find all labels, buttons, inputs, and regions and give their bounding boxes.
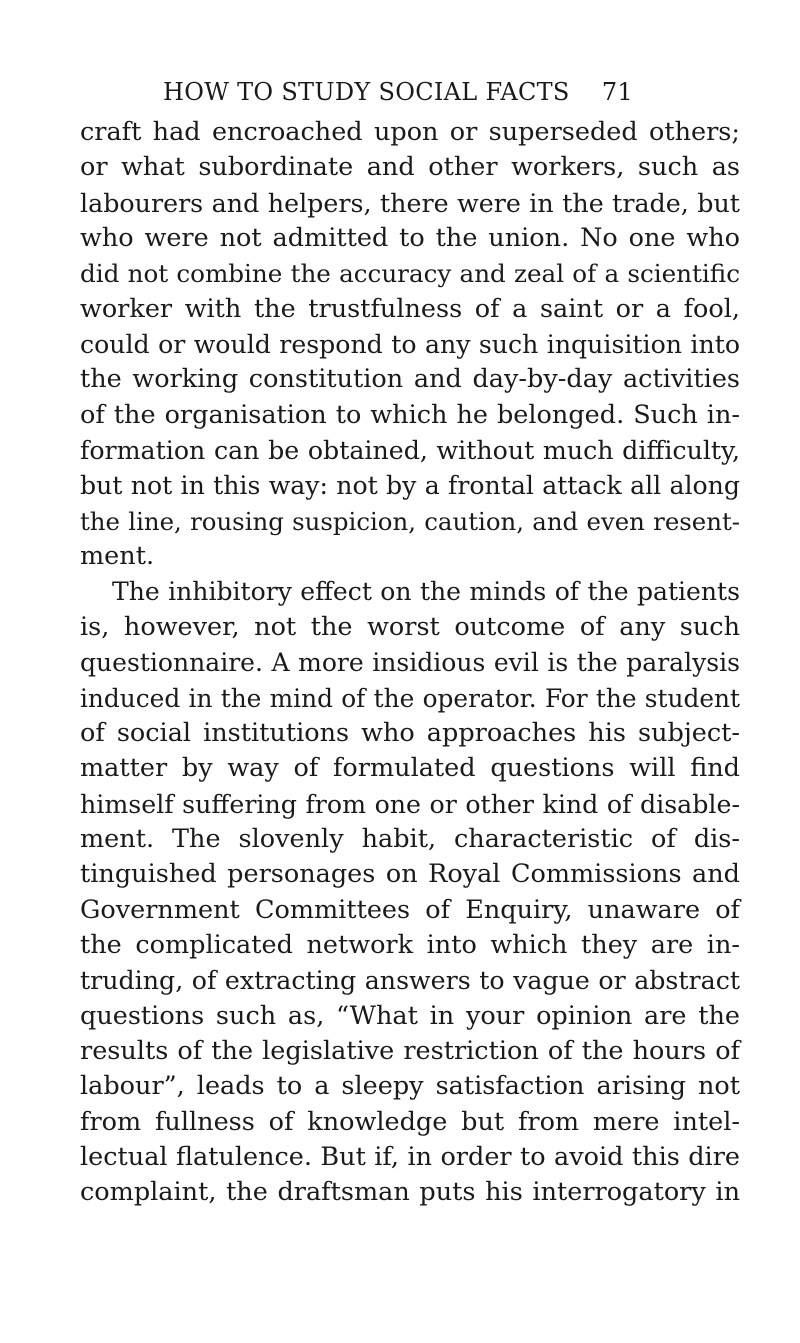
text-line: ment. The slovenly habit, characteristic of dis- (80, 823, 740, 854)
text-line: labour”, leads to a sleepy satisfaction arising not (80, 1071, 740, 1102)
text-line: formation can be obtained, without much difficulty, (80, 436, 740, 466)
text-line: induced in the mind of the operator. For the student (80, 683, 740, 713)
page-number: 71 (601, 78, 633, 106)
text-line: craft had encroached upon or superseded others; (80, 117, 740, 147)
text-line: tinguished personages on Royal Commissions and (80, 859, 740, 890)
text-line: but not in this way: not by a frontal attack all along (80, 471, 740, 501)
text-line: could or would respond to any such inquisition into (80, 330, 740, 360)
paragraph-start-line: The inhibitory effect on the minds of the patients (112, 577, 740, 607)
paragraph-end-line: ment. (80, 541, 155, 572)
text-line: truding, of extracting answers to vague or abstract (80, 966, 740, 996)
text-line: worker with the trustfulness of a saint or a fool, (80, 293, 740, 324)
text-line: complaint, the draftsman puts his interrogatory in (80, 1177, 740, 1208)
text-line: himself suffering from one or other kind of disable- (80, 789, 740, 819)
text-line: who were not admitted to the union. No one who (80, 223, 740, 254)
text-line: the working constitution and day-by-day activities (80, 364, 740, 395)
text-line: lectual flatulence. But if, in order to avoid this dire (80, 1141, 740, 1172)
chapter-title: HOW TO STUDY SOCIAL FACTS (163, 78, 570, 106)
text-line: questions such as, “What in your opinion are the (80, 1000, 740, 1031)
text-line: of social institutions who approaches his subject- (80, 717, 740, 748)
running-head (163, 72, 633, 112)
text-line: labourers and helpers, there were in the trade, but (80, 187, 740, 218)
text-line: questionnaire. A more insidious evil is the paralysis (80, 648, 740, 678)
text-line: results of the legislative restriction of the hours of (80, 1035, 740, 1066)
text-line: or what subordinate and other workers, such as (80, 152, 740, 183)
text-line: is, however, not the worst outcome of any such (80, 611, 740, 642)
text-line: of the organisation to which he belonged. Such in- (80, 399, 740, 430)
text-line: the complicated network into which they are in- (80, 929, 740, 960)
body-text (80, 115, 740, 1211)
text-line: matter by way of formulated questions will find (80, 753, 740, 784)
text-line: Government Committees of Enquiry, unaware of (80, 894, 740, 925)
text-line: from fullness of knowledge but from mere intel- (80, 1106, 740, 1137)
text-line: did not combine the accuracy and zeal of a scientific (80, 259, 740, 289)
text-line: the line, rousing suspicion, caution, and even resent- (80, 506, 740, 536)
